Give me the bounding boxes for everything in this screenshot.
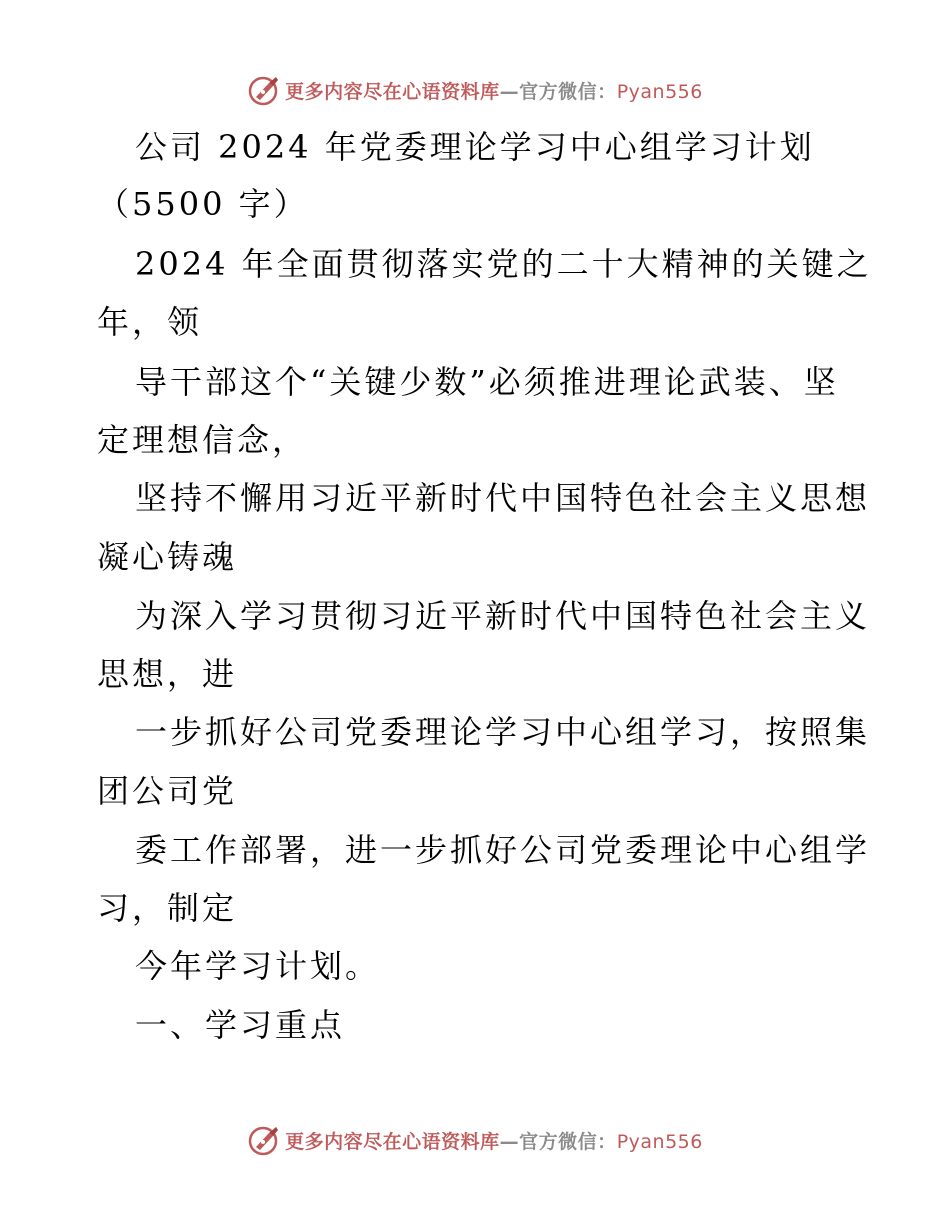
pen-nib-icon bbox=[247, 73, 281, 107]
paragraph-line: 坚持不懈用习近平新时代中国特色社会主义思想 bbox=[135, 479, 871, 517]
paragraph-line: 委工作部署，进一步抓好公司党委理论中心组学 bbox=[135, 831, 871, 869]
paragraph-line: 今年学习计划。 bbox=[135, 947, 381, 985]
paragraph-line: 年，领 bbox=[97, 303, 203, 341]
pen-nib-icon bbox=[247, 1123, 281, 1157]
paragraph-line: 习，制定 bbox=[97, 889, 238, 927]
watermark-separator: — bbox=[499, 80, 520, 103]
paragraph-line: 一步抓好公司党委理论学习中心组学习，按照集 bbox=[135, 713, 871, 751]
watermark-separator: — bbox=[499, 1130, 520, 1153]
document-title: 公司 2024 年党委理论学习中心组学习计划 bbox=[135, 128, 815, 166]
watermark-text bbox=[285, 77, 703, 104]
watermark-text bbox=[285, 1127, 703, 1154]
watermark-wechat-id: Pyan556 bbox=[616, 1130, 703, 1153]
watermark-wechat-id: Pyan556 bbox=[616, 80, 703, 103]
watermark-brand: 更多内容尽在心语资料库 bbox=[285, 1130, 500, 1153]
document-title-wordcount: （5500 字） bbox=[97, 185, 309, 223]
paragraph-line: 团公司党 bbox=[97, 772, 238, 810]
section-heading: 一、学习重点 bbox=[135, 1006, 346, 1044]
paragraph-line: 为深入学习贯彻习近平新时代中国特色社会主义 bbox=[135, 597, 871, 635]
watermark-wechat-label: 官方微信： bbox=[519, 80, 617, 103]
paragraph-line: 2024 年全面贯彻落实党的二十大精神的关键之 bbox=[135, 245, 872, 283]
watermark-brand: 更多内容尽在心语资料库 bbox=[285, 80, 500, 103]
paragraph-line: 凝心铸魂 bbox=[97, 538, 238, 576]
paragraph-line: 导干部这个“关键少数”必须推进理论武装、坚 bbox=[135, 363, 839, 401]
paragraph-line: 定理想信念， bbox=[97, 421, 308, 459]
paragraph-line: 思想，进 bbox=[97, 655, 238, 693]
watermark-wechat-label: 官方微信： bbox=[519, 1130, 617, 1153]
footer-watermark bbox=[0, 1120, 950, 1160]
header-watermark bbox=[0, 70, 950, 110]
